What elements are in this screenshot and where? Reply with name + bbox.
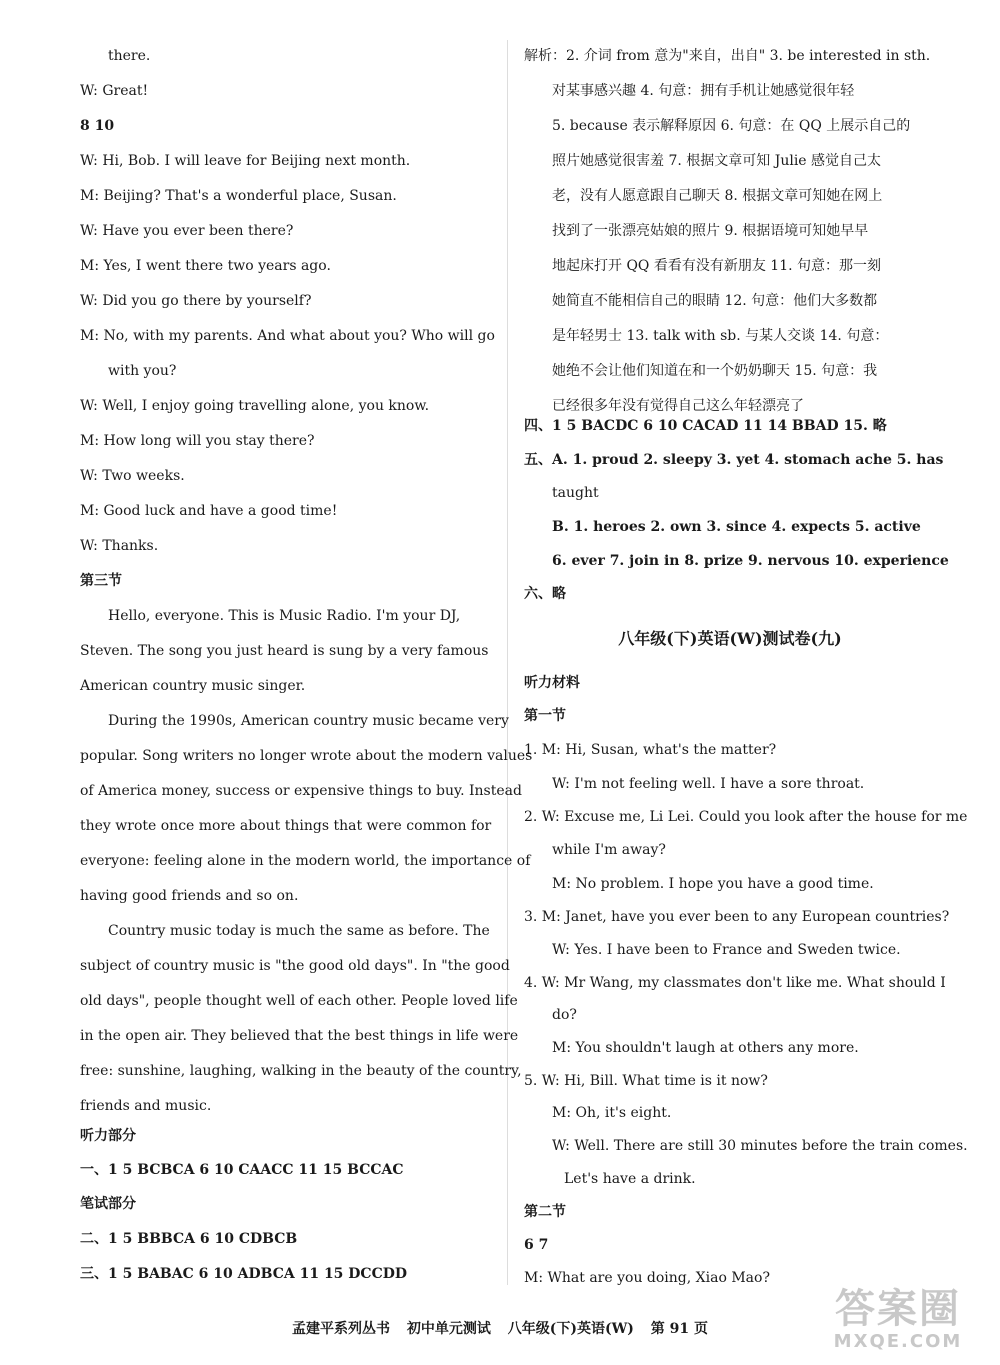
answer-line: 六、略 bbox=[524, 586, 566, 602]
answer-line: 四、1 5 BACDC 6 10 CACAD 11 14 BBAD 15. 略 bbox=[524, 418, 887, 434]
left-line: of America money, success or expensive things to buy. Instead bbox=[80, 783, 522, 799]
left-line: M: No, with my parents. And what about you? Who will go bbox=[80, 328, 495, 344]
right-line: 已经很多年没有觉得自己这么年轻漂亮了 bbox=[552, 398, 804, 414]
left-line: American country music singer. bbox=[80, 678, 306, 694]
right-line: W: Yes. I have been to France and Sweden twice. bbox=[552, 942, 901, 958]
answer-line: 二、1 5 BBBCA 6 10 CDBCB bbox=[80, 1231, 298, 1247]
left-line: W: Thanks. bbox=[80, 538, 159, 554]
right-line: M: You shouldn't laugh at others any more. bbox=[552, 1040, 859, 1056]
left-line: popular. Song writers no longer wrote about the modern values bbox=[80, 748, 533, 764]
left-line: During the 1990s, American country music became very bbox=[108, 713, 509, 729]
right-line: taught bbox=[552, 485, 599, 501]
left-line: W: Have you ever been there? bbox=[80, 223, 294, 239]
right-line: W: I'm not feeling well. I have a sore throat. bbox=[552, 776, 865, 792]
right-line: 5. because 表示解释原因 6. 句意：在 QQ 上展示自己的 bbox=[552, 118, 911, 134]
right-line: 2. W: Excuse me, Li Lei. Could you look after the house for me bbox=[524, 809, 968, 825]
section-heading: 听力部分 bbox=[80, 1128, 136, 1144]
footer-series: 孟建平系列丛书 bbox=[291, 1321, 390, 1337]
left-line: M: Good luck and have a good time! bbox=[80, 503, 338, 519]
left-line: free: sunshine, laughing, walking in the beauty of the country, bbox=[80, 1063, 522, 1079]
right-line: 对某事感兴趣 4. 句意：拥有手机让她感觉很年轻 bbox=[552, 83, 855, 99]
right-line: M: What are you doing, Xiao Mao? bbox=[524, 1270, 770, 1286]
right-line: 她绝不会让他们知道在和一个奶奶聊天 15. 句意：我 bbox=[552, 363, 878, 379]
section-heading: 第三节 bbox=[80, 573, 122, 589]
left-line: W: Well, I enjoy going travelling alone, you know. bbox=[80, 398, 430, 414]
section-heading: 听力材料 bbox=[524, 675, 580, 691]
left-line: M: Beijing? That's a wonderful place, Susan. bbox=[80, 188, 397, 204]
right-line: 老，没有人愿意跟自己聊天 8. 根据文章可知她在网上 bbox=[552, 188, 883, 204]
left-line: old days", people thought well of each other. People loved life bbox=[80, 993, 518, 1009]
left-line: Country music today is much the same as before. The bbox=[108, 923, 490, 939]
left-line: having good friends and so on. bbox=[80, 888, 299, 904]
left-line: M: Yes, I went there two years ago. bbox=[80, 258, 331, 274]
right-line: 是年轻男士 13. talk with sb. 与某人交谈 14. 句意： bbox=[552, 328, 889, 344]
watermark-bottom: MXQE.COM bbox=[833, 1331, 963, 1352]
left-line: M: How long will you stay there? bbox=[80, 433, 315, 449]
answer-line: 五、A. 1. proud 2. sleepy 3. yet 4. stomach ache 5. has bbox=[524, 452, 944, 468]
left-line: friends and music. bbox=[80, 1098, 212, 1114]
answer-line: 一、1 5 BCBCA 6 10 CAACC 11 15 BCCAC bbox=[80, 1162, 404, 1178]
answer-line: 6 7 bbox=[524, 1237, 549, 1253]
right-line: 5. W: Hi, Bill. What time is it now? bbox=[524, 1073, 768, 1089]
left-line: subject of country music is "the good old days". In "the good bbox=[80, 958, 510, 974]
left-line: Hello, everyone. This is Music Radio. I'm your DJ, bbox=[108, 608, 461, 624]
right-line: Let's have a drink. bbox=[564, 1171, 696, 1187]
page-number: 第 91 页 bbox=[650, 1321, 709, 1337]
answer-line: 三、1 5 BABAC 6 10 ADBCA 11 15 DCCDD bbox=[80, 1266, 408, 1282]
watermark-logo bbox=[808, 1287, 988, 1357]
right-line: 解析：2. 介词 from 意为"来自，出自" 3. be interested in sth. bbox=[524, 48, 931, 64]
left-line: everyone: feeling alone in the modern world, the importance of bbox=[80, 853, 531, 869]
left-line: in the open air. They believed that the best things in life were bbox=[80, 1028, 519, 1044]
left-line: they wrote once more about things that were common for bbox=[80, 818, 492, 834]
section-heading: 第二节 bbox=[524, 1204, 566, 1220]
section-heading: 第一节 bbox=[524, 708, 566, 724]
right-line: 照片她感觉很害羞 7. 根据文章可知 Julie 感觉自己太 bbox=[552, 153, 882, 169]
answer-line: B. 1. heroes 2. own 3. since 4. expects 5. active bbox=[552, 519, 921, 535]
right-line: M: No problem. I hope you have a good time. bbox=[552, 876, 874, 892]
answer-line: 6. ever 7. join in 8. prize 9. nervous 10. experience bbox=[552, 553, 949, 569]
left-line: with you? bbox=[108, 363, 177, 379]
test-title: 八年级(下)英语(W)测试卷(九) bbox=[618, 629, 842, 648]
right-line: do? bbox=[552, 1007, 577, 1023]
left-line: W: Hi, Bob. I will leave for Beijing next month. bbox=[80, 153, 411, 169]
right-line: 地起床打开 QQ 看看有没有新朋友 11. 句意：那一刻 bbox=[552, 258, 882, 274]
section-heading: 笔试部分 bbox=[80, 1196, 136, 1212]
right-line: 4. W: Mr Wang, my classmates don't like me. What should I bbox=[524, 975, 946, 991]
right-line: W: Well. There are still 30 minutes before the train comes. bbox=[552, 1138, 968, 1154]
left-line: Steven. The song you just heard is sung by a very famous bbox=[80, 643, 489, 659]
watermark-top: 答案圈 bbox=[835, 1286, 961, 1332]
left-line: W: Great! bbox=[80, 83, 149, 99]
column-divider bbox=[507, 40, 508, 1285]
left-line: there. bbox=[108, 48, 151, 64]
right-line: 1. M: Hi, Susan, what's the matter? bbox=[524, 742, 777, 758]
left-line: 8 10 bbox=[80, 118, 115, 134]
footer-grade: 八年级(下)英语(W) bbox=[507, 1321, 634, 1337]
right-line: 她简直不能相信自己的眼睛 12. 句意：他们大多数都 bbox=[552, 293, 878, 309]
left-line: W: Did you go there by yourself? bbox=[80, 293, 312, 309]
left-line: W: Two weeks. bbox=[80, 468, 185, 484]
right-line: M: Oh, it's eight. bbox=[552, 1105, 672, 1121]
right-line: while I'm away? bbox=[552, 842, 666, 858]
right-line: 3. M: Janet, have you ever been to any European countries? bbox=[524, 909, 950, 925]
footer-book: 初中单元测试 bbox=[406, 1321, 491, 1337]
right-line: 找到了一张漂亮姑娘的照片 9. 根据语境可知她早早 bbox=[552, 223, 869, 239]
